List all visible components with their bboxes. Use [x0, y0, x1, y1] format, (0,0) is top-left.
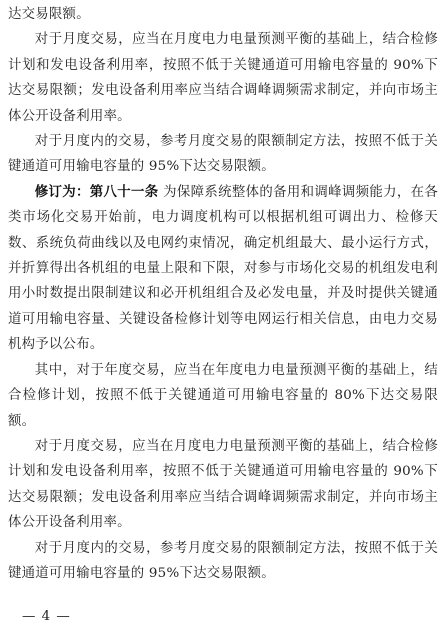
paragraph-2-text: 对于月度交易，应当在月度电力电量预测平衡的基础上，结合检修计划和发电设备利用率，按照不低于关键通道可用输电容量的 90%下达交易限额；发电设备利用率应当结合调峰调频需求制定，并向市场主体公开设备利用率。 [8, 32, 438, 124]
paragraph-1-text: 达交易限额。 [8, 7, 90, 22]
page-number: — 4 — [22, 609, 71, 624]
paragraph-5-text: 其中，对于年度交易，应当在年度电力电量预测平衡的基础上，结合检修计划，按照不低于关键通道可用输电容量的 80%下达交易限额。 [8, 362, 438, 429]
paragraph-3-text: 对于月度内的交易，参考月度交易的限额制定方法，按照不低于关键通道可用输电容量的 95%下达交易限额。 [8, 134, 438, 175]
revision-label: 修订为：第八十一条 [34, 183, 159, 200]
paragraph-4-text: 为保障系统整体的备用和调峰调频能力，在各类市场化交易开始前，电力调度机构可以根据机组可调出力、检修天数、系统负荷曲线以及电网约束情况，确定机组最大、最小运行方式，并折算得出各机组的电量上限和下限，对参与市场化交易的机组发电利用小时数提出限制建议和必开机组组合及必发电量，并及时提供关键通道可用输电容量、关键设备检修计划等电网运行相关信息，由电力交易机构予以公布。 [8, 184, 438, 353]
document-body [8, 2, 438, 586]
paragraph-7-text: 对于月度内的交易，参考月度交易的限额制定方法，按照不低于关键通道可用输电容量的 95%下达交易限额。 [8, 540, 438, 581]
paragraph-7 [8, 536, 438, 587]
paragraph-2 [8, 27, 438, 129]
paragraph-3 [8, 129, 438, 180]
paragraph-4 [8, 180, 438, 358]
paragraph-6 [8, 434, 438, 536]
paragraph-6-text: 对于月度交易，应当在月度电力电量预测平衡的基础上，结合检修计划和发电设备利用率，按照不低于关键通道可用输电容量的 90%下达交易限额；发电设备利用率应当结合调峰调频需求制定，并向市场主体公开设备利用率。 [8, 438, 438, 531]
paragraph-1 [8, 2, 438, 27]
paragraph-5 [8, 358, 438, 434]
